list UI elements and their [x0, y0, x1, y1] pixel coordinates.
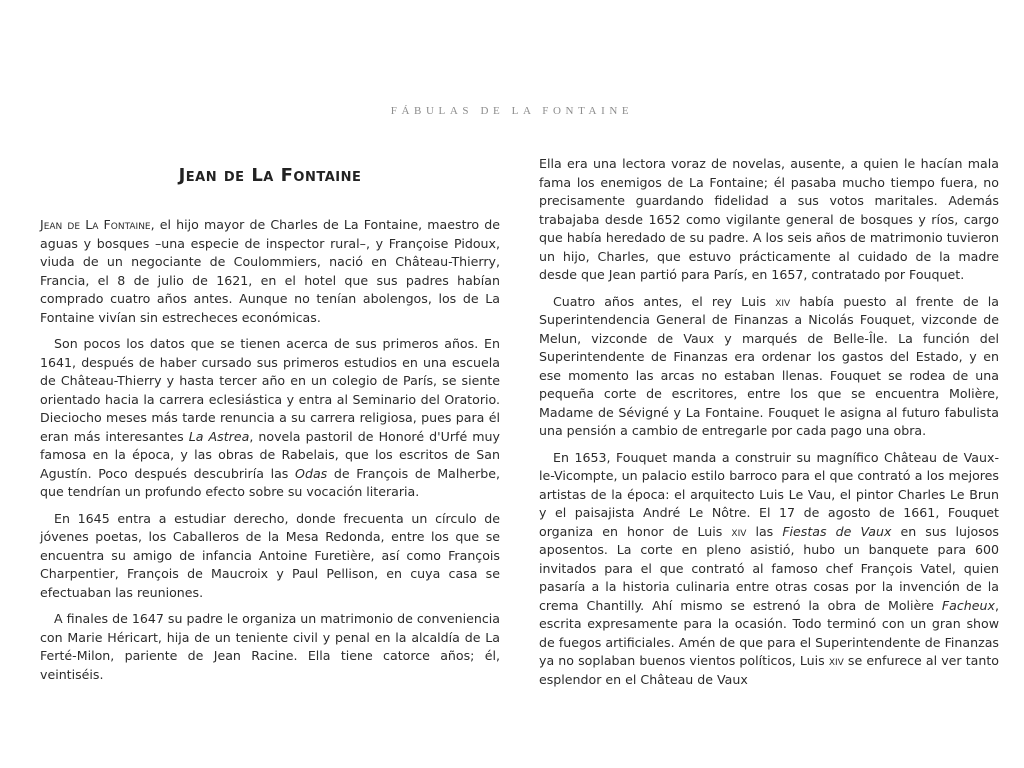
paragraph-2 — [40, 335, 500, 502]
left-column — [40, 165, 500, 692]
chapter-title: Jean de La Fontaine — [178, 165, 362, 186]
book-title-odas: Odas — [295, 465, 328, 481]
paragraph-text: había puesto al frente de la Superintendencia General de Finanzas a Nicolás Fouquet, vizconde de Melun, vizconde de Vaux y marqués de Belle-Île. La función del Superintendente de Finanzas era ordenar los gastos del Estado, y en ese momento las arcas no estaban llenas. Fouquet se rodea de una pequeña corte de escritores, entre los que se encuentra Molière, Madame de Sévigné y La Fontaine. Fouquet le asigna al futuro fabulista una pensión a cambio de entregarle por cada pago una obra. — [539, 293, 999, 438]
running-header: FÁBULAS DE LA FONTAINE — [390, 105, 634, 117]
right-column — [539, 155, 999, 697]
paragraph-1 — [40, 216, 500, 327]
roman-numeral: xiv — [731, 523, 747, 539]
roman-numeral: xiv — [828, 653, 844, 668]
paragraph-text: en sus lujosos aposentos. La corte en pleno asistió, hubo un banquete para 600 invitados para el que contrató al famoso chef François Vatel, quien pasaría a la historia culinaria entre otras cosas por la invención de la crema Chantilly. Ahí mismo se estrenó la obra de Molière — [539, 523, 999, 613]
paragraph-5: Ella era una lectora voraz de novelas, ausente, a quien le hacían mala fama los enemigos de La Fontaine; él pasaba mucho tiempo fuera, no precisamente guardando fidelidad a sus votos maritales. Además trabajaba desde 1652 como vigilante general de bosques y ríos, cargo que había heredado de su padre. A los seis años de matrimonio tuvieron un hijo, Charles, que estuvo prácticamente al cuidado de la madre desde que Jean partió para París, en 1657, contratado por Fouquet. — [539, 156, 999, 282]
paragraph-text: , novela pastoril de Honoré d'Urfé muy famosa en la época, y las obras de Rabelais, que los escritos de San Agustín. Poco después descubriría las — [40, 428, 500, 481]
paragraph-text: Cuatro años antes, el rey Luis — [553, 293, 776, 309]
paragraph-text: En 1653, Fouquet manda a construir su magnífico Château de Vaux-le-Vicompte, un palacio estilo barroco para el que contrató a los mejores artistas de la época: el arquitecto Luis Le Vau, el pintor Charles Le Brun y el paisajista André Le Nôtre. El 17 de agosto de 1661, Fouquet organiza en honor de Luis — [539, 449, 999, 539]
roman-numeral: xiv — [775, 293, 791, 309]
book-title-la-astrea: La Astrea — [188, 428, 250, 444]
paragraph-text: Son pocos los datos que se tienen acerca de sus primeros años. En 1641, después de haber cursado sus primeros estudios en una escuela de Château-Thierry y hasta tercer año en un colegio de París, se siente orientado hacia la carrera eclesiástica y entra al Seminario del Oratorio. Dieciocho meses más tarde renuncia a su carrera religiosa, pues para él eran más interesantes — [40, 336, 500, 444]
paragraph-text: de François de Malherbe, que tendrían un profundo efecto sobre su vocación literaria. — [40, 465, 500, 499]
paragraph-3: En 1645 entra a estudiar derecho, donde frecuenta un círculo de jóvenes poetas, los Caballeros de la Mesa Redonda, entre los que se encuentra su amigo de infancia Antoine Furetière, así como François Charpentier, François de Maucroix y Paul Pellison, en cuya casa se efectuaban las reuniones. — [40, 510, 500, 600]
paragraph-4: A finales de 1647 su padre le organiza un matrimonio de conveniencia con Marie Héricart, hija de un teniente civil y penal en la alcaldía de La Ferté-Milon, pariente de Jean Racine. Ella tiene catorce años; él, veintiséis. — [40, 611, 500, 682]
paragraph-text: se enfurece al ver tanto esplendor en el Château de Vaux — [539, 653, 999, 687]
paragraph-text: las — [746, 523, 783, 539]
paragraph-6 — [539, 293, 999, 441]
author-name-lead: Jean de La Fontaine — [40, 217, 151, 232]
paragraph-text: , el hijo mayor de Charles de La Fontaine, maestro de aguas y bosques –una especie de inspector rural–, y Françoise Pidoux, viuda de un negociante de Coulommiers, nació en Château-Thierry, Francia, el 8 de julio de 1621, en el hotel que sus padres habían comprado cuatro años antes. Aunque no tenían abolengos, los de La Fontaine vivían sin estrecheces económicas. — [40, 217, 501, 325]
paragraph-7 — [539, 449, 999, 690]
play-title-facheux: Facheux — [941, 597, 995, 613]
event-title-fiestas-de-vaux: Fiestas de Vaux — [782, 523, 892, 539]
paragraph-text: , escrita expresamente para la ocasión. Todo terminó con un gran show de fuegos artificiales. Amén de que para el Superintendente de Finanzas ya no soplaban buenos vientos políticos, Luis — [539, 597, 999, 668]
